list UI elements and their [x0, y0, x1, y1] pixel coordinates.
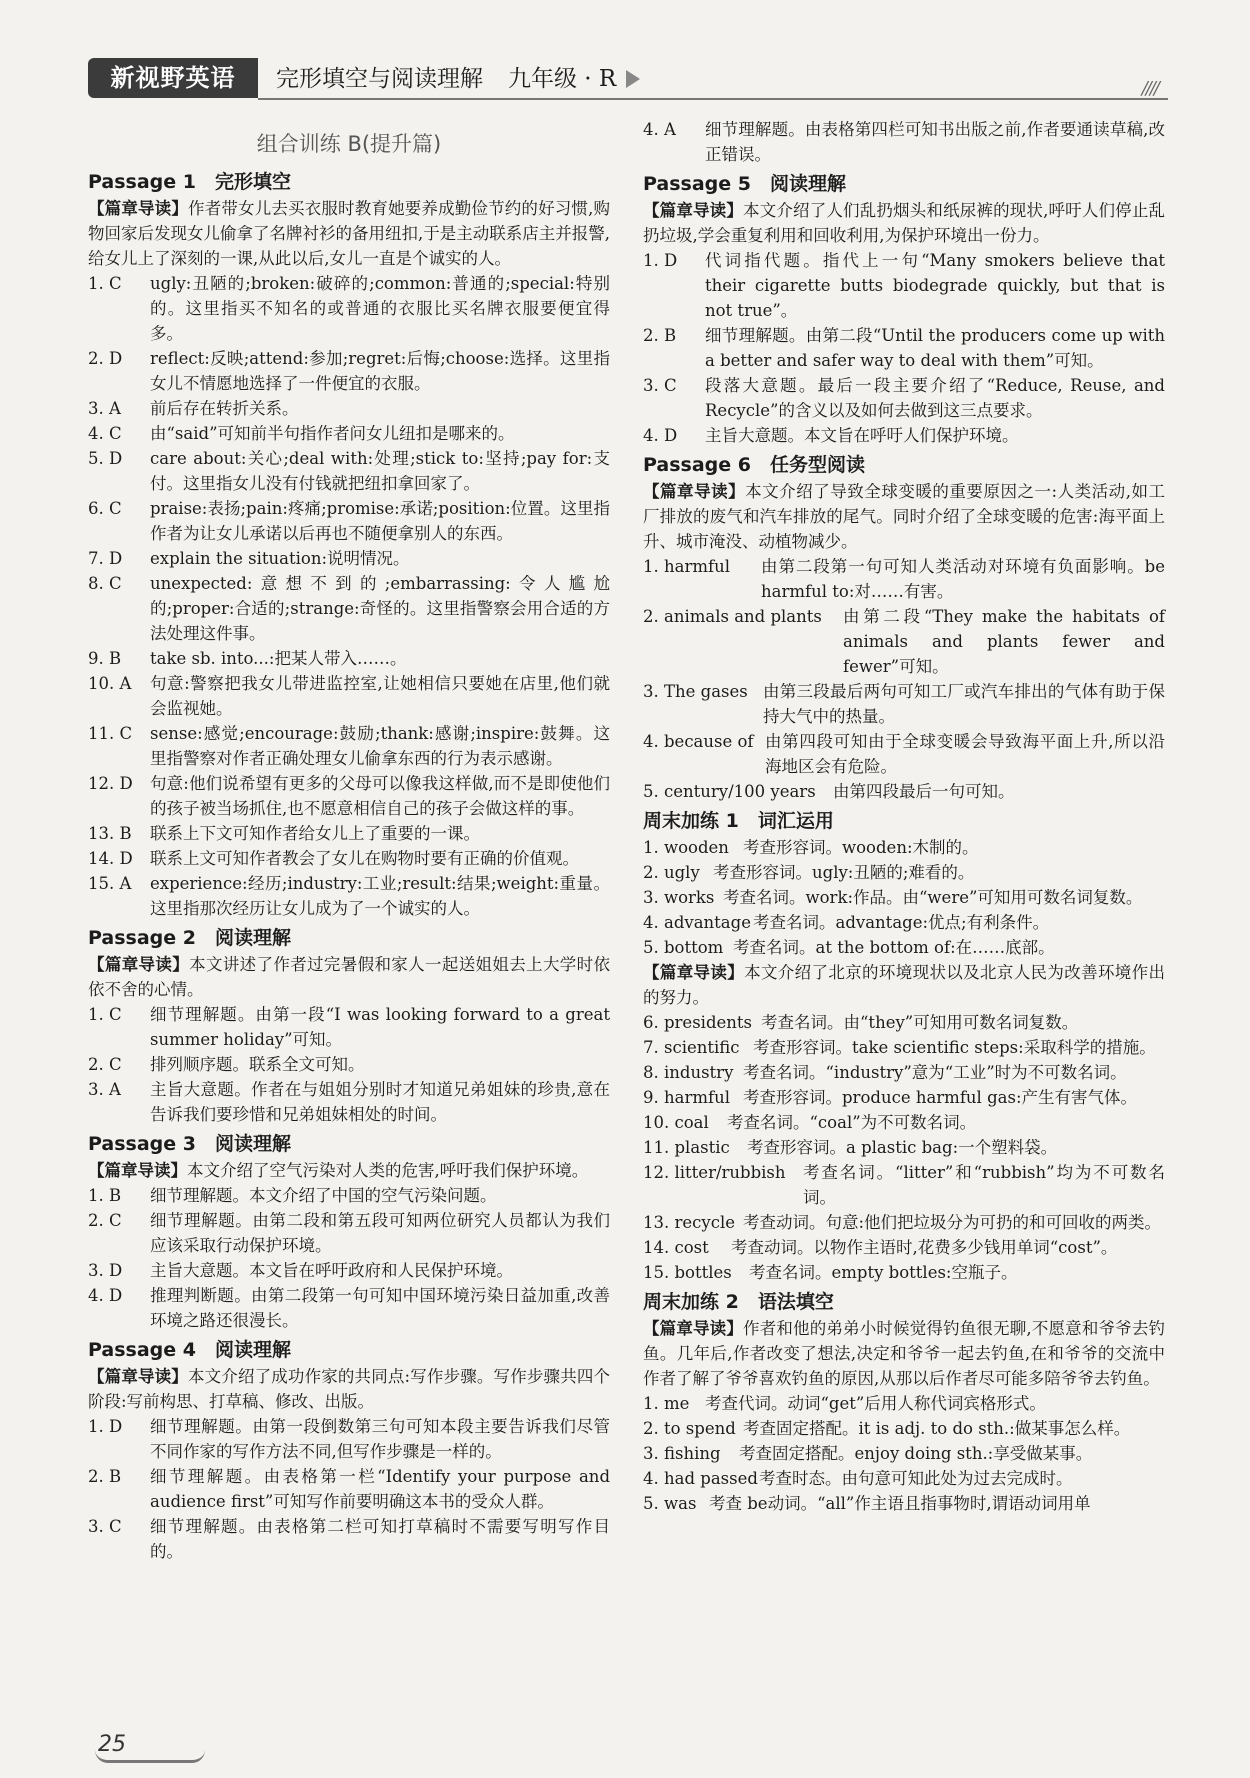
answer-item: [643, 604, 1165, 679]
guide-label: 【篇章导读】: [88, 199, 189, 218]
answer-number: 11. C: [88, 724, 133, 743]
answer-explanation: 联系上文可知作者教会了女儿在购物时要有正确的价值观。: [150, 849, 579, 868]
answer-explanation: 考查固定搭配。enjoy doing sth.:享受做某事。: [739, 1444, 1093, 1463]
answer-item: [643, 1416, 1165, 1441]
answer-item: [88, 446, 610, 496]
guide-label: 【篇章导读】: [643, 201, 744, 220]
answer-item: [88, 546, 610, 571]
answer-explanation: ugly:丑陋的;broken:破碎的;common:普通的;special:特别的。这里指买不知名的或普通的衣服比买名牌衣服要便宜得多。: [150, 274, 610, 343]
guide-text: 本文介绍了北京的环境现状以及北京人民为改善环境作出的努力。: [643, 963, 1166, 1007]
answer-item: [643, 1060, 1165, 1085]
answer-item: [88, 1283, 610, 1333]
answer-number: 3. works: [643, 888, 715, 907]
arrow-icon: [626, 70, 640, 88]
answer-item: [88, 871, 610, 921]
hatch-decoration: ////: [1141, 78, 1158, 99]
answer-explanation: 考查动词。句意:他们把垃圾分为可扔的和可回收的两类。: [743, 1213, 1162, 1232]
guide-text: 作者和他的弟弟小时候觉得钓鱼很无聊,不愿意和爷爷去钓鱼。几年后,作者改变了想法,决定和爷爷一起去钓鱼,在和爷爷的交流中作者了解了爷爷喜欢钓鱼的原因,从那以后作者尽可能多陪爷爷去钓鱼。: [643, 1319, 1166, 1388]
answer-number: 8. C: [88, 574, 122, 593]
answer-explanation: 由第四段可知由于全球变暖会导致海平面上升,所以沿海地区会有危险。: [765, 732, 1165, 776]
answer-explanation: 考查名词。“coal”为不可数名词。: [727, 1113, 977, 1132]
answer-item: [643, 1085, 1165, 1110]
answer-explanation: 代词指代题。指代上一句“Many smokers believe that their cigarette butts biodegrade quickly, but that is not true”。: [705, 251, 1165, 320]
guide-label: 【篇章导读】: [643, 1319, 744, 1338]
answer-number: 4. advantage: [643, 913, 751, 932]
guide-label: 【篇章导读】: [88, 955, 190, 974]
answer-number: 12. D: [88, 774, 133, 793]
answer-number: 2. B: [88, 1467, 122, 1486]
answer-explanation: 考查形容词。wooden:木制的。: [743, 838, 979, 857]
answer-explanation: 细节理解题。由表格第一栏“Identify your purpose and audience first”可知写作前要明确这本书的受众人群。: [150, 1467, 610, 1511]
answer-item: [643, 1441, 1165, 1466]
answer-explanation: 细节理解题。由第一段“I was looking forward to a great summer holiday”可知。: [150, 1005, 610, 1049]
page-header: [88, 48, 1168, 100]
answer-explanation: 主旨大意题。作者在与姐姐分别时才知道兄弟姐妹的珍贵,意在告诉我们要珍惜和兄弟姐妹相处的时间。: [150, 1080, 610, 1124]
answer-number: 10. coal: [643, 1113, 709, 1132]
answer-number: 4. A: [643, 120, 676, 139]
answer-number: 1. D: [643, 251, 678, 270]
guide-text: 本文介绍了空气污染对人类的危害,呼吁我们保护环境。: [187, 1161, 589, 1180]
chapter-guide: [88, 952, 610, 1002]
answer-item: [88, 846, 610, 871]
guide-text: 本文介绍了导致全球变暖的重要原因之一:人类活动,如工厂排放的废气和汽车排放的尾气。同时介绍了全球变暖的危害:海平面上升、城市淹没、动植物减少。: [643, 482, 1165, 551]
answer-number: 3. fishing: [643, 1444, 721, 1463]
guide-label: 【篇章导读】: [643, 482, 746, 501]
answer-number: 2. animals and plants: [643, 607, 822, 626]
answer-explanation: 考查形容词。produce harmful gas:产生有害气体。: [743, 1088, 1138, 1107]
answer-number: 13. B: [88, 824, 132, 843]
chapter-guide: [643, 1316, 1165, 1391]
answer-number: 7. scientific: [643, 1038, 740, 1057]
answer-explanation: 细节理解题。由第一段倒数第三句可知本段主要告诉我们尽管不同作家的写作方法不同,但写作步骤是一样的。: [150, 1417, 610, 1461]
answer-explanation: 考查代词。动词“get”后用人称代词宾格形式。: [705, 1394, 1046, 1413]
answer-number: 14. D: [88, 849, 133, 868]
passage-heading: 周末加练 2 语法填空: [643, 1291, 834, 1313]
guide-text: 作者带女儿去买衣服时教育她要养成勤俭节约的好习惯,购物回家后发现女儿偷拿了名牌衬衫的备用纽扣,于是主动联系店主并报警,给女儿上了深刻的一课,从此以后,女儿一直是个诚实的人。: [88, 199, 611, 268]
answer-explanation: 考查名词。“industry”意为“工业”时为不可数名词。: [743, 1063, 1127, 1082]
answer-item: [643, 1160, 1165, 1210]
answer-explanation: 考查形容词。a plastic bag:一个塑料袋。: [747, 1138, 1058, 1157]
answer-number: 9. B: [88, 649, 122, 668]
answer-item: [643, 885, 1165, 910]
answer-item: [643, 679, 1165, 729]
answer-explanation: 细节理解题。本文介绍了中国的空气污染问题。: [150, 1186, 497, 1205]
answer-explanation: care about:关心;deal with:处理;stick to:坚持;pay for:支付。这里指女儿没有付钱就把纽扣拿回家了。: [150, 449, 610, 493]
answer-item: [88, 771, 610, 821]
answer-number: 1. B: [88, 1186, 122, 1205]
answer-number: 15. A: [88, 874, 132, 893]
answer-item: [88, 1208, 610, 1258]
guide-label: 【篇章导读】: [643, 963, 745, 982]
answer-number: 1. me: [643, 1394, 690, 1413]
guide-text: 本文介绍了成功作家的共同点:写作步骤。写作步骤共四个阶段:写前构思、打草稿、修改、出版。: [88, 1367, 611, 1411]
answer-number: 10. A: [88, 674, 132, 693]
answer-number: 1. C: [88, 1005, 122, 1024]
answer-item: [643, 117, 1165, 167]
answer-item: [643, 935, 1165, 960]
answer-item: [643, 729, 1165, 779]
answer-item: [643, 1035, 1165, 1060]
answer-number: 4. because of: [643, 732, 754, 751]
answer-item: [88, 1464, 610, 1514]
answer-item: [88, 421, 610, 446]
passage-heading: Passage 1 完形填空: [88, 171, 291, 193]
passage-heading: Passage 3 阅读理解: [88, 1133, 291, 1155]
answer-explanation: 推理判断题。由第二段第一句可知中国环境污染日益加重,改善环境之路还很漫长。: [150, 1286, 610, 1330]
answer-item: [88, 1258, 610, 1283]
answer-explanation: 段落大意题。最后一段主要介绍了“Reduce, Reuse, and Recycle”的含义以及如何去做到这三点要求。: [705, 376, 1165, 420]
answer-explanation: unexpected:意想不到的;embarrassing:令人尴尬的;proper:合适的;strange:奇怪的。这里指警察会用合适的方法处理这件事。: [150, 574, 610, 643]
answer-number: 7. D: [88, 549, 123, 568]
answer-item: [88, 396, 610, 421]
guide-label: 【篇章导读】: [88, 1161, 187, 1180]
answer-explanation: 排列顺序题。联系全文可知。: [150, 1055, 365, 1074]
answer-item: [643, 1235, 1165, 1260]
passage-heading: Passage 2 阅读理解: [88, 927, 291, 949]
answer-number: 3. A: [88, 399, 121, 418]
answer-item: [643, 910, 1165, 935]
answer-number: 11. plastic: [643, 1138, 730, 1157]
chapter-guide: [643, 960, 1165, 1010]
answer-number: 3. C: [643, 376, 677, 395]
answer-explanation: 考查名词。advantage:优点;有利条件。: [753, 913, 1050, 932]
answer-item: [643, 248, 1165, 323]
answer-item: [88, 1002, 610, 1052]
answer-number: 2. to spend: [643, 1419, 736, 1438]
answer-number: 3. The gases: [643, 682, 748, 701]
passage-heading: 周末加练 1 词汇运用: [643, 810, 834, 832]
answer-item: [643, 1110, 1165, 1135]
answer-item: [88, 346, 610, 396]
answer-explanation: 考查 be动词。“all”作主语且指事物时,谓语动词用单: [709, 1494, 1091, 1513]
answer-explanation: 考查固定搭配。it is adj. to do sth.:做某事怎么样。: [743, 1419, 1131, 1438]
answer-item: [643, 1491, 1165, 1516]
answer-item: [88, 271, 610, 346]
answer-item: [643, 860, 1165, 885]
answer-explanation: 细节理解题。由表格第二栏可知打草稿时不需要写明写作目的。: [150, 1517, 610, 1561]
answer-explanation: 主旨大意题。本文旨在呼吁人们保护环境。: [705, 426, 1019, 445]
answer-explanation: 考查形容词。take scientific steps:采取科学的措施。: [753, 1038, 1156, 1057]
answer-number: 5. century/100 years: [643, 782, 816, 801]
chapter-guide: [643, 479, 1165, 554]
answer-explanation: sense:感觉;encourage:鼓励;thank:感谢;inspire:鼓舞。这里指警察对作者正确处理女儿偷拿东西的行为表示感谢。: [150, 724, 610, 768]
answer-number: 5. bottom: [643, 938, 724, 957]
answer-item: [88, 496, 610, 546]
answer-item: [643, 1010, 1165, 1035]
answer-item: [643, 423, 1165, 448]
guide-label: 【篇章导读】: [88, 1367, 188, 1386]
answer-explanation: 由第二段第一句可知人类活动对环境有负面影响。be harmful to:对……有害。: [761, 557, 1165, 601]
answer-explanation: 考查名词。at the bottom of:在……底部。: [733, 938, 1055, 957]
answer-explanation: 考查名词。work:作品。由“were”可知用可数名词复数。: [723, 888, 1143, 907]
answer-explanation: 考查名词。empty bottles:空瓶子。: [749, 1263, 1018, 1282]
answer-item: [88, 821, 610, 846]
answer-explanation: 联系上下文可知作者给女儿上了重要的一课。: [150, 824, 480, 843]
chapter-guide: [88, 1364, 610, 1414]
answer-explanation: 主旨大意题。本文旨在呼吁政府和人民保护环境。: [150, 1261, 513, 1280]
page-swoosh-decoration: [95, 1750, 205, 1763]
answer-item: [88, 721, 610, 771]
answer-explanation: 由第二段“They make the habitats of animals and plants fewer and fewer”可知。: [843, 607, 1165, 676]
answer-explanation: 由第四段最后一句可知。: [833, 782, 1015, 801]
answer-number: 2. D: [88, 349, 123, 368]
answer-number: 1. C: [88, 274, 122, 293]
answer-item: [88, 571, 610, 646]
answer-number: 2. ugly: [643, 863, 700, 882]
book-subtitle: 完形填空与阅读理解: [276, 66, 483, 92]
brand-logo: 新视野英语: [88, 58, 258, 98]
section-title: 组合训练 B(提升篇): [256, 132, 442, 156]
answer-number: 3. C: [88, 1517, 122, 1536]
right-column: [643, 117, 1165, 1516]
answer-explanation: 细节理解题。由表格第四栏可知书出版之前,作者要通读草稿,改正错误。: [705, 120, 1165, 164]
answer-item: [88, 1077, 610, 1127]
passage-heading: Passage 6 任务型阅读: [643, 454, 865, 476]
answer-item: [643, 1466, 1165, 1491]
answer-number: 14. cost: [643, 1238, 709, 1257]
answer-item: [643, 1391, 1165, 1416]
answer-number: 4. D: [643, 426, 678, 445]
answer-number: 4. C: [88, 424, 122, 443]
passage-heading: Passage 5 阅读理解: [643, 173, 846, 195]
answer-explanation: 考查形容词。ugly:丑陋的;难看的。: [713, 863, 975, 882]
left-answer-list: [88, 169, 610, 1564]
page-number: 25: [98, 1732, 126, 1757]
answer-number: 5. was: [643, 1494, 697, 1513]
answer-explanation: 由“said”可知前半句指作者问女儿纽扣是哪来的。: [150, 424, 515, 443]
answer-explanation: 考查名词。“litter”和“rubbish”均为不可数名词。: [803, 1163, 1165, 1207]
answer-number: 3. A: [88, 1080, 121, 1099]
answer-number: 13. recycle: [643, 1213, 735, 1232]
answer-number: 3. D: [88, 1261, 123, 1280]
answer-explanation: 考查名词。由“they”可知用可数名词复数。: [761, 1013, 1079, 1032]
answer-number: 6. C: [88, 499, 122, 518]
answer-number: 1. D: [88, 1417, 123, 1436]
chapter-guide: [643, 198, 1165, 248]
answer-item: [88, 671, 610, 721]
answer-number: 1. harmful: [643, 557, 730, 576]
grade-label: 九年级 · R: [508, 66, 617, 92]
answer-number: 6. presidents: [643, 1013, 752, 1032]
answer-explanation: 句意:他们说希望有更多的父母可以像我这样做,而不是即使他们的孩子被当场抓住,也不愿意相信自己的孩子会做这样的事。: [150, 774, 610, 818]
answer-item: [643, 1135, 1165, 1160]
answer-item: [88, 1183, 610, 1208]
guide-text: 本文介绍了人们乱扔烟头和纸尿裤的现状,呼吁人们停止乱扔垃圾,学会重复利用和回收利用,为保护环境出一份力。: [643, 201, 1166, 245]
answer-item: [88, 1514, 610, 1564]
answer-item: [643, 835, 1165, 860]
answer-explanation: 句意:警察把我女儿带进监控室,让她相信只要她在店里,他们就会监视她。: [150, 674, 610, 718]
answer-number: 5. D: [88, 449, 123, 468]
answer-explanation: take sb. into...:把某人带入……。: [150, 649, 407, 668]
answer-explanation: 考查动词。以物作主语时,花费多少钱用单词“cost”。: [731, 1238, 1118, 1257]
chapter-guide: [88, 1158, 610, 1183]
answer-explanation: 考查时态。由句意可知此处为过去完成时。: [759, 1469, 1073, 1488]
answer-explanation: 由第三段最后两句可知工厂或汽车排出的气体有助于保持大气中的热量。: [763, 682, 1165, 726]
answer-number: 2. C: [88, 1211, 122, 1230]
answer-item: [643, 1210, 1165, 1235]
answer-number: 15. bottles: [643, 1263, 732, 1282]
left-column: [88, 122, 610, 1564]
answer-number: 4. had passed: [643, 1469, 758, 1488]
chapter-guide: [88, 196, 610, 271]
answer-item: [643, 1260, 1165, 1285]
answer-explanation: 细节理解题。由第二段“Until the producers come up with a better and safer way to deal with them”可知。: [705, 326, 1165, 370]
answer-number: 2. C: [88, 1055, 122, 1074]
answer-item: [643, 323, 1165, 373]
answer-number: 2. B: [643, 326, 677, 345]
answer-item: [643, 779, 1165, 804]
answer-explanation: 细节理解题。由第二段和第五段可知两位研究人员都认为我们应该采取行动保护环境。: [150, 1211, 610, 1255]
answer-item: [643, 373, 1165, 423]
answer-explanation: praise:表扬;pain:疼痛;promise:承诺;position:位置。这里指作者为让女儿承诺以后再也不随便拿别人的东西。: [150, 499, 610, 543]
answer-number: 9. harmful: [643, 1088, 730, 1107]
answer-number: 12. litter/rubbish: [643, 1163, 786, 1182]
guide-text: 本文讲述了作者过完暑假和家人一起送姐姐去上大学时依依不舍的心情。: [88, 955, 611, 999]
answer-item: [88, 646, 610, 671]
right-answer-list: [643, 117, 1165, 1516]
answer-explanation: 前后存在转折关系。: [150, 399, 299, 418]
answer-item: [88, 1414, 610, 1464]
answer-explanation: reflect:反映;attend:参加;regret:后悔;choose:选择。这里指女儿不情愿地选择了一件便宜的衣服。: [150, 349, 610, 393]
answer-explanation: experience:经历;industry:工业;result:结果;weight:重量。这里指那次经历让女儿成为了一个诚实的人。: [150, 874, 610, 918]
answer-explanation: explain the situation:说明情况。: [150, 549, 410, 568]
answer-number: 1. wooden: [643, 838, 729, 857]
answer-number: 4. D: [88, 1286, 123, 1305]
header-divider: [258, 98, 1168, 100]
answer-number: 8. industry: [643, 1063, 734, 1082]
passage-heading: Passage 4 阅读理解: [88, 1339, 291, 1361]
answer-item: [643, 554, 1165, 604]
answer-item: [88, 1052, 610, 1077]
